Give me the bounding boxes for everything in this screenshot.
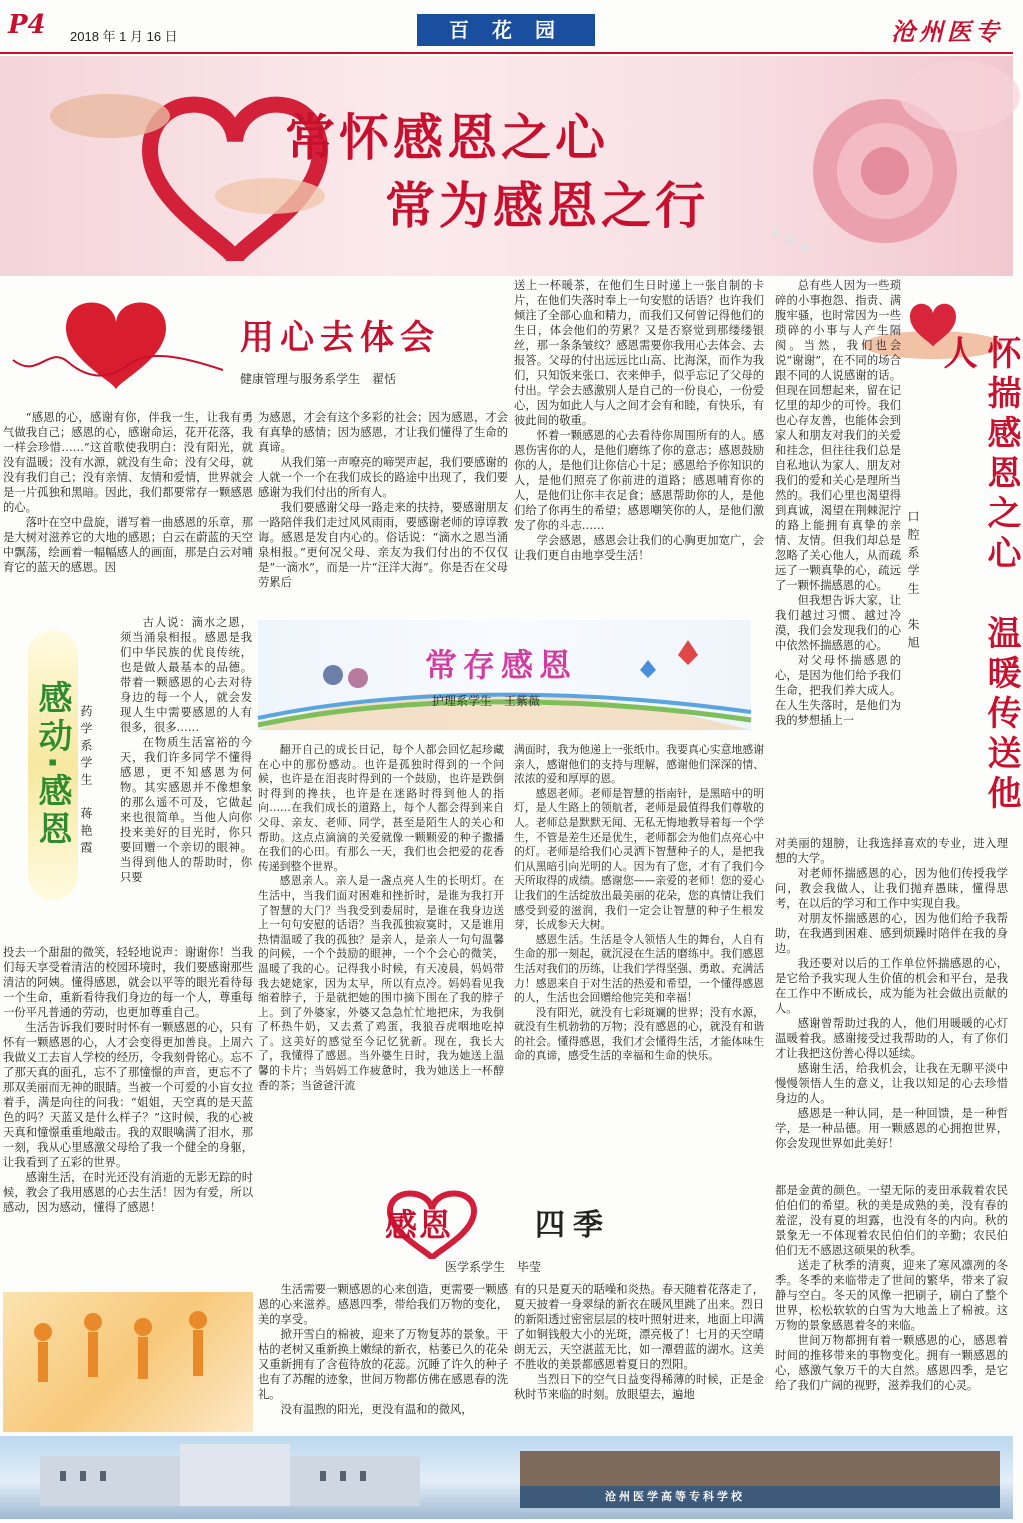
title-banner — [0, 56, 1013, 276]
paragraph: 生活告诉我们要时时怀有一颗感恩的心，只有怀有一颗感恩的心，人才会变得更加善良。上周六我做义工去盲人学校的经历，令我刻骨铭心。忘不了那天真的面孔，忘不了那憧憬的声音，更忘不了那双美丽而无神的眼睛。当被一个可爱的小盲女拉着手，满是向往的问我：“姐姐，天空真的是天蓝色的吗？天蓝又是什么样子？”这时候，我的心被天真和憧憬重重地敲击。我的双眼噙满了泪水，那一刻，我从心里感激父母给了我一个健全的身躯，让我看到了五彩的世界。 — [3, 1021, 253, 1169]
paragraph: 感谢生活，在时光还没有消逝的无影无踪的时候，教会了我用感恩的心去生活！因为有爱，所以感动，因为感动，懂得了感恩！ — [3, 1171, 253, 1214]
article2-title: 怀揣感恩之心 温暖传送他人 — [937, 335, 1021, 815]
campus-footer-banner — [0, 1436, 1013, 1519]
section-title: 百 花 园 — [417, 14, 595, 46]
paragraph: 对父母怀揣感恩的心，是因为他们给予我们生命，把我们养大成人。在人生失落时，是他们为我的梦想插上一 — [775, 654, 901, 727]
school-name-caption: 沧州医学高等专科学校 — [605, 1490, 745, 1503]
article5-byline: 医学系学生 毕莹 — [445, 1260, 542, 1274]
paragraph: 对朋友怀揣感恩的心，因为他们给予我帮助，在我遇到困难、感到烦躁时陪伴在我的身边。 — [775, 912, 1008, 955]
paragraph: 我们要感谢父母一路走来的扶持，要感谢朋友一路陪伴我们走过风风雨雨，要感谢老师的谆谆教诲。感恩是发自内心的。俗话说：“滴水之恩当涌泉相报。”更何况父母、亲友为我们付出的不仅仅是“一滴水”，而是一片“汪洋大海”。你是否在父母劳累后 — [258, 501, 508, 589]
banner-title-line1: 常怀感恩之心 — [285, 109, 609, 167]
kite-icon — [678, 640, 698, 665]
article5-title-seasons: 四季 — [535, 1208, 611, 1243]
paragraph: 为感恩，才会有这个多彩的社会；因为感恩，才会有真挚的感情；因为感恩，才让我们懂得了生命的真谛。 — [258, 411, 508, 454]
paragraph: 送走了秋季的清爽，迎来了寒风凛冽的冬季。冬季的来临带走了世间的繁华，带来了寂静与空白。冬天的风像一把刷子，刷白了整个世界，松松软软的白雪为大地盖上了棉被。这万物的景象感恩着冬的来临。 — [775, 1259, 1008, 1332]
paragraph: 没有温煦的阳光，更没有温和的微风， — [280, 1403, 473, 1416]
paragraph: 感恩生活。生活是令人领悟人生的舞台，人自有生命的那一刻起，就沉浸在生活的磨练中。我们感恩生活对我们的历练，让我们学得坚强、勇敢、充满活力！感恩来自于对生活的热爱和希望，一个懂得感恩的人，生活也会回赠给他完美和幸福！ — [514, 932, 764, 1005]
masthead — [0, 0, 1013, 54]
article1-column3 — [514, 278, 764, 608]
banner-title-line2: 常为感恩之行 — [385, 177, 709, 235]
paragraph: 古人说：滴水之恩，须当涌泉相报。感恩是我们中华民族的优良传统，也是做人最基本的品德。带着一颗感恩的心去对待身边的每一个人，就会发现人生中需要感恩的人有很多，很多…… — [120, 616, 252, 734]
article2-column-top — [775, 278, 901, 834]
article1-column1 — [3, 410, 253, 600]
article2-byline: 口腔系学生 朱旭 — [906, 510, 920, 654]
hand-icon — [50, 94, 170, 138]
paragraph: 我还要对以后的工作单位怀揣感恩的心，是它给予我实现人生价值的机会和平台，是我在工作中不断成长，成为能为社会做出贡献的人。 — [775, 957, 1008, 1015]
article5-title: 感恩 — [385, 1206, 454, 1244]
paragraph: 翻开自己的成长日记，每个人都会回忆起珍藏在心中的那份感动。也许是孤独时得到的一个问候，也许是在泪丧时得到的一个鼓励，也许是跌倒时得到的搀扶，也许是在迷路时得到他人的指向……在我们成长的道路上，每个人都会得到来自父母、亲友、老师、同学，甚至是陌生人的关心和帮助。这点点滴滴的关爱就像一颗颗爱的种子撒播在我们的心田。有那么一天，我们也会把爱的花香传递到整个世界。 — [258, 743, 504, 873]
paragraph: 但我想告诉大家，让我们越过习惯、越过冷漠，我们会发现我们的心中依然怀揣感恩的心。 — [775, 594, 901, 652]
paragraph: 落叶在空中盘旋，谱写着一曲感恩的乐章，那是大树对滋养它的大地的感恩；白云在蔚蓝的天空中飘荡，绘画着一幅幅感人的画面，那是白云对哺育它的蓝天的感恩。因 — [3, 516, 253, 574]
paragraph: 当烈日下的空气日益变得稀薄的时候，正是金秋时节来临的时刻。放眼望去，遍地 — [514, 1373, 764, 1401]
paragraph: “感恩的心，感谢有你，伴我一生，让我有勇气做我自己；感恩的心，感谢命运，花开花落，我一样会珍惜……”这首歌使我明白：没有阳光，就没有温暖；没有水源，就没有生命；没有父母，就没有我们自己；没有亲情、友情和爱情，世界就会是一片孤独和黑暗。因此，我们都要常存一颗感恩的心。 — [3, 411, 253, 514]
article3-byline: 药学系学生 蒋艳霞 — [79, 705, 93, 858]
paragraph: 掀开雪白的棉被，迎来了万物复苏的景象。干枯的老树又重新换上嫩绿的新衣，枯萎已久的花朵又重新拥有了含苞待放的花蕊。沉睡了许久的种子也有了苏醒的迹象，世间万物都仿佛在感恩春的洗礼。 — [258, 1328, 508, 1401]
paragraph: 没有阳光，就没有七彩斑斓的世界；没有水源，就没有生机勃勃的万物；没有感恩的心，就没有和谐的社会。懂得感恩，我们才会懂得生活，才能体味生命的真谛，感受生活的幸福和生命的快乐。 — [514, 1005, 764, 1063]
article3-column-bottom — [3, 945, 253, 1290]
article4-column1 — [258, 743, 504, 1163]
paragraph: 总有些人因为一些琐碎的小事抱怨、指责、满腹牢骚，也时常因为一些琐碎的小事与人产生隔阂。当然，我们也会说“谢谢”，在不同的场合跟不同的人说感谢的话。但现在回想起来，留在记忆里的却少的可怜。我们也心存友善，也能体会到家人和朋友对我们的关爱和挂念，但往往我们总是自私地认为家人、朋友对我们的爱和关心是理所当然的。我们心里也渴望得到真诚，渴望在荆棘泥泞的路上能拥有真挚的亲情、友情。但我们却总是忽略了关心他人，从而疏远了一颗真挚的心，疏远了一颗怀揣感恩的心。 — [775, 279, 901, 592]
paragraph: 怀着一颗感恩的心去看待你周围所有的人。感恩伤害你的人，是他们磨练了你的意志；感恩鼓励你的人，是他们让你信心十足；感恩给予你知识的人，是他们照亮了你前进的道路；感恩哺育你的人，是他们让你丰衣足食；感恩帮助你的人，是他们给了你再生的希望；感恩嘲笑你的人，是他们激发了你的斗志…… — [514, 429, 764, 532]
article3-column-top — [120, 615, 252, 943]
paragraph: 感恩老师。老师是智慧的指南针，是黑暗中的明灯，是人生路上的领航者，老师是最值得我们尊敬的人。老师总是默默无闻、无私无悔地教导着每一个学生，不管是差生还是优生，老师都会为他们点亮心中的灯。老师是给我们心灵洒下智慧种子的人，是把我们从黑暗引向光明的人。因为有了您，才有了我们今天所取得的成绩。感谢您——亲爱的老师！您的爱心让我们的生活绽放出最美丽的花朵，您的真情让我们感受到爱的滋润，我们一定会让智慧的种子生根发芽，长成参天大树。 — [514, 786, 764, 932]
paragraph: 感恩是一种认同，是一种回馈，是一种哲学，是一种品德。用一颗感恩的心拥抱世界，你会发现世界如此美好！ — [775, 1107, 1008, 1150]
elderly-couple-icon — [323, 665, 343, 685]
article4-byline: 护理系学生 王紫薇 — [432, 694, 541, 708]
paragraph: 从我们第一声嘹亮的啼哭声起，我们要感谢的人就一个一个在我们成长的路途中出现了，我们要感谢为我们付出的所有人。 — [258, 456, 508, 499]
article5-column2 — [514, 1282, 764, 1430]
red-heart-icon — [66, 302, 166, 390]
paragraph: 感谢生活，给我机会，让我在无聊平淡中慢慢领悟人生的意义，让我以知足的心去珍惜身边的人。 — [775, 1062, 1008, 1105]
paragraph: 对美丽的翅膀，让我选择喜欢的专业，进入理想的大学。 — [775, 837, 1008, 865]
issue-date: 2018 年 1 月 16 日 — [70, 29, 178, 44]
paragraph: 学会感恩，感恩会让我们的心胸更加宽广，会让我们更自由地享受生活！ — [514, 534, 764, 562]
article4-title: 常存感恩 — [425, 646, 578, 684]
article1-byline: 健康管理与服务系学生 翟恬 — [240, 372, 397, 386]
paragraph: 送上一杯暖茶，在他们生日时递上一张自制的卡片，在他们失落时奉上一句安慰的话语？也许我们倾注了全部心血和精力，而我们又何曾记得他们的生日，体会他们的劳累？又是否察觉到那缕缕银丝，那一条条皱纹？感恩需要你我用心去体会、去报答。父母的付出远远比山高、比海深，而作为我们，只知饭来张口、衣来伸手，似乎忘记了父母的付出。学会去感激别人是自己的一份良心，一份爱心，因为如此人与人之间才会有和睦，有快乐，有彼此间的敬重。 — [514, 279, 764, 427]
people-silhouette-icon — [3, 1292, 253, 1432]
paragraph: 生活需要一颗感恩的心来创造，更需要一颗感恩的心来滋养。感恩四季，带给我们万物的变化，美的享受。 — [258, 1283, 508, 1326]
paragraph: 对老师怀揣感恩的心，因为他们传授我学问，教会我做人，让我们抛弃愚昧，懂得思考，在以后的学习和工作中实现自我。 — [775, 867, 1008, 910]
article4-column2 — [514, 743, 764, 1163]
article5-column3 — [775, 1183, 1008, 1431]
article3-title: 感动·感恩 — [32, 680, 72, 849]
newspaper-name: 沧州医专 — [891, 17, 1003, 46]
paragraph: 感恩亲人。亲人是一盏点亮人生的长明灯。在生活中，当我们面对困难和挫折时，是谁为我打开了智慧的大门？当我受到委屈时，是谁在我身边送上一句句安慰的话语？当我孤独寂寞时，又是谁用热情温暖了我的孤独？是亲人，是亲人一句句温馨的问候，一个个鼓励的眼神，一个个会心的微笑，温暖了我的心。记得我小时候，有天凌晨，妈妈带我去姥姥家，因为太早，所以有点冷。妈妈看见我缩着脖子，于是就把她的围巾摘下围在了我的脖子上。到了外婆家，外婆又急急忙忙地把床，为我倒了杯热牛奶，又去煮了鸡蛋，我狼吞虎咽地吃掉了。这美好的感觉至今记忆犹新。现在，我长大了，我懂得了感恩。当外婆生日时，我为她送上温馨的卡片；当妈妈工作疲惫时，我为她送上一杯醇香的茶；当爸爸汗流 — [258, 874, 504, 1092]
article1-column2 — [258, 410, 508, 600]
paragraph: 有的只是夏天的聒噪和炎热。春天随着花落走了，夏天披着一身翠绿的新衣在暖风里跳了出来。烈日的新阳透过密密层层的枝叶照射进来，地面上印满了如铜钱般大小的光斑，漂亮极了！七月的天空晴朗无云，天空湛蓝无比，如一潭碧蓝的湖水。这美不胜收的美景都感恩着夏日的烈阳。 — [514, 1283, 764, 1371]
paragraph: 满面时，我为他递上一张纸巾。我要真心实意地感谢亲人，感谢他们的支持与理解，感谢他们深深的情、浓浓的爱和厚厚的恩。 — [514, 743, 764, 786]
article2-column-bottom — [775, 836, 1008, 1166]
child-hand-icon — [215, 178, 325, 214]
paragraph: 投去一个甜甜的微笑，轻轻地说声：谢谢你！当我们每天享受着清洁的校园环境时，我们要感谢那些清洁的阿姨。懂得感恩，就会以平等的眼光看待每一个生命，重新看待我们身边的每一个人，尊重每一份平凡普通的劳动，也更加尊重自己。 — [3, 946, 253, 1019]
paragraph: 都是金黄的颜色。一望无际的麦田承载着农民伯伯们的希望。秋的美是成熟的美，没有春的羞涩，没有夏的坦露，也没有冬的内向。秋的景象无一不体现着农民伯伯们的辛勤；农民伯伯们无不感恩这硕果的秋季。 — [775, 1184, 1008, 1257]
article5-column1 — [258, 1282, 508, 1430]
article1-title: 用心去体会 — [240, 318, 440, 358]
joy-people-image — [3, 1292, 253, 1432]
paragraph: 在物质生活富裕的今天，我们许多同学不懂得感恩，更不知感恩为何物。其实感恩并不像想象的那么遥不可及，它做起来也很简单。当他人向你投来美好的目光时，你只要回赠一个亲切的眼神。当得到他人的帮助时，你只要 — [120, 736, 252, 884]
campus-buildings-art — [0, 1436, 1013, 1519]
paragraph: 感谢曾帮助过我的人，他们用暖暖的心灯温暖着我。感谢接受过我帮助的人，有了你们才让我把这份善心得以延续。 — [775, 1017, 1008, 1060]
page-number: P4 — [8, 10, 46, 40]
paragraph: 世间万物都拥有着一颗感恩的心，感恩着时间的推移带来的事物变化。拥有一颗感恩的心，感激气象万千的大自然。感恩四季，是它给了我们广阔的视野，滋养我们的心灵。 — [775, 1334, 1008, 1392]
article1-heart-art — [8, 290, 228, 390]
